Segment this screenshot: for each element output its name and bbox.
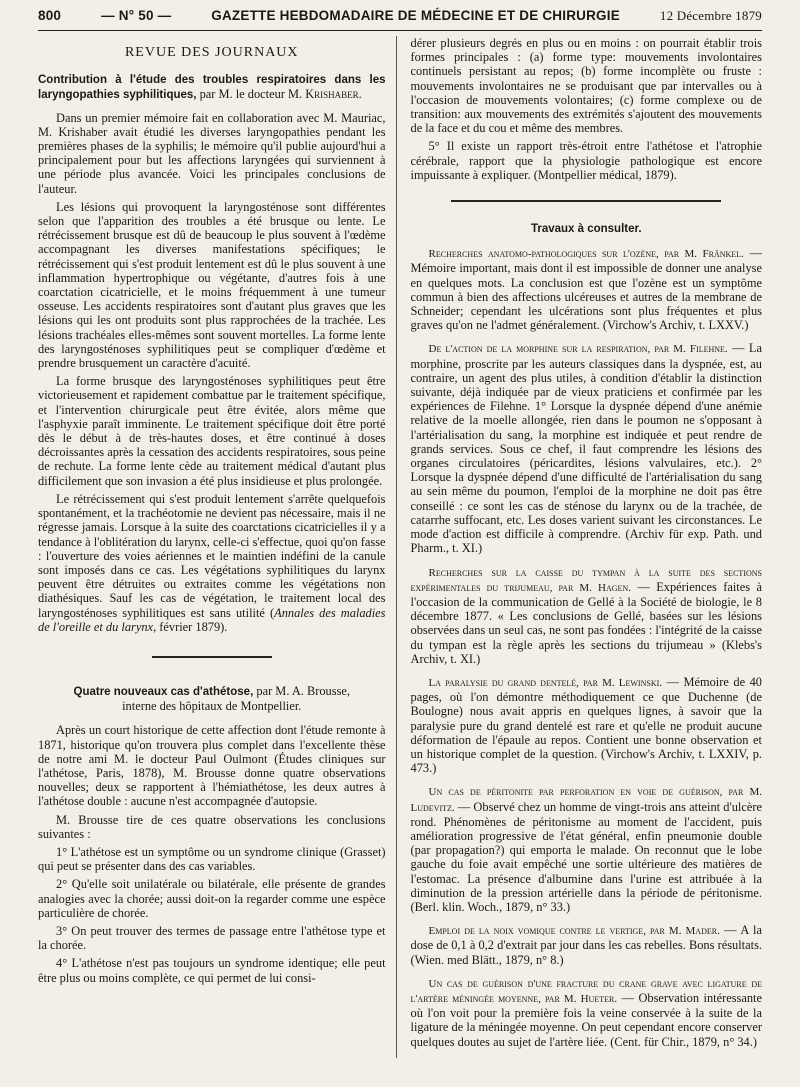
article2-heading — [38, 684, 386, 699]
continuation-paragraph: dérer plusieurs degrés en plus ou en moins : on pourrait établir trois formes principales : (a) forme type: mouvements involontaires continuels persistant au repos; (b) forme incomplète ou fruste : mouvements involontaires ne se produisant que par intervalles ou à l'occasion de mouvements volontaires; (c) forme complexe ou de transition: aux mouvements des extrémités s'ajoutent des mouvements de la face et du cou et même des membres. — [410, 36, 762, 136]
reference-entry — [411, 565, 762, 666]
reference-title: Recherches anatomo-pathologiques sur l'ozène, par M. Fränkel. — [428, 248, 744, 261]
article2-paragraph: 1° L'athétose est un symptôme ou un syndrome clinique (Grasset) qui peut se présenter dans des cas variables. — [38, 844, 386, 874]
article1-title: Contribution à l'étude des troubles respiratoires dans les laryngopathies syphilitiques, — [38, 74, 386, 102]
article1-paragraph: La forme brusque des laryngosténoses syphilitiques peut être victorieusement et rapidement combattue par le traitement spécifique, et l'intervention chirurgicale peut être évitée, alors même que l'asphyxie paraît imminente. Le traitement spécifique doit être porté dès le début à de très-hautes doses, et être continué à doses décroissantes après la cessation des accidents respiratoires, sous peine de rechute. La forme lente cède au traitement médical d'autant plus difficilement que son invasion a été plus insidieuse et plus prolongée. — [38, 374, 386, 488]
page-number: 800 — [38, 8, 62, 23]
reference-title: Un cas de guérison d'une fracture du crane grave avec ligature de l'artère méningée moyenne, par M. Hueter. — [410, 977, 762, 1005]
journal-title: GAZETTE HEBDOMADAIRE DE MÉDECINE ET DE CHIRURGIE — [211, 8, 620, 23]
reference-title: Recherches sur la caisse du tympan à la suite des sections expérimentales du trijumeau, par M. Hagen. — [410, 566, 762, 594]
right-column — [411, 36, 762, 1058]
article1-citation-open: ( — [264, 605, 275, 620]
reference-entry — [411, 341, 762, 555]
article2-title: Quatre nouveaux cas d'athétose, — [73, 685, 254, 698]
subsection-title: Travaux à consulter. — [530, 223, 642, 236]
reference-entry — [411, 784, 762, 914]
article1-paragraph-last — [38, 492, 386, 634]
reference-entry — [411, 923, 762, 967]
left-column — [38, 36, 397, 1058]
reference-title: La paralysie du grand dentelé, par M. Lewinski. — [428, 676, 663, 689]
article2-subline: interne des hôpitaux de Montpellier. — [122, 699, 302, 714]
section-divider — [152, 656, 272, 658]
reference-title: De l'action de la morphine sur la respiration, par M. Filehne. — [428, 343, 728, 356]
article1-paragraph-text: Le rétrécissement qui s'est produit lentement s'arrête quelquefois spontanément, et la trachéotomie ne devient pas nécessaire, mais il ne régresse jamais. Lorsque à la suite des coarctations cicatricielles il y a tendance à l'oblitération du larynx, celle-ci s'effectue, quoi qu'on fasse : l'ouverture des voies aériennes et le maintien indéfini de la canule sont imposés dans ce cas. Les végétations syphilitiques du larynx peuvent être détruites ou extraites comme les végétations non diathésiques. Sauf les cas de végétation, le traitement local des laryngosténoses syphilitiques est sans utilité — [38, 491, 386, 620]
reference-body: — Observation intéressante où l'on voit pour la première fois la veine conservée à la suite de la ligature de la méningée moyenne. On peut cependant encore conserver quelques doutes au sujet de l'artère liée. (Cent. für Chir., 1879, n° 34.) — [410, 990, 762, 1049]
reference-entry — [411, 246, 762, 332]
reference-body: — Mémoire de 40 pages, où l'on démontre méthodiquement ce que Duchenne (de Boulogne) nous avait appris en quelques lignes, à savoir que la paralysie pure du grand dentelé est rare et qu'elle ne produit aucune déformation de l'épaule au repos. Contient une bonne observation et un historique complet de la question. (Virchow's Archiv, t. LXXIV, p. 473.) — [410, 674, 762, 776]
section-divider — [451, 200, 721, 202]
issue-number: — N° 50 — — [101, 8, 172, 23]
article1-citation-close: , février 1879). — [153, 619, 228, 634]
reference-body: — A la dose de 0,1 à 0,2 d'extrait par jour dans les cas rebelles. Bons résultats. (Wien. med Blätt., 1879, n° 8.) — [410, 923, 762, 967]
continuation-paragraph: 5° Il existe un rapport très-étroit entre l'athétose et l'atrophie cérébrale, rapport que la physiologie pathologique est encore impuissante à expliquer. (Montpellier médical, 1879). — [410, 139, 762, 182]
article1-author: M. Krishaber. — [288, 87, 362, 102]
reference-title: Un cas de péritonite par perforation en voie de guérison, par M. Ludevitz. — [410, 786, 762, 814]
article1-citation: Annales des maladies de l'oreille et du larynx — [38, 605, 386, 634]
article2-byline: par M. A. Brousse, — [253, 683, 350, 698]
article2-paragraph: 3° On peut trouver des termes de passage entre l'athétose type et la chorée. — [38, 923, 386, 953]
article1-heading — [38, 72, 386, 102]
issue-date: 12 Décembre 1879 — [659, 8, 762, 23]
reference-body: — La morphine, proscrite par les auteurs classiques dans la dyspnée, est, au contraire, un agent des plus utiles, à condition d'établir la distinction suivante, déjà indiquée par de vieux praticiens et confirmée par les expériences de Filehne. 1° Lorsque la dyspnée dépend d'une anémie relative de la moelle allongée, rien dans le poumon ne s'opposant à l'artérialisation du sang, la morphine est indiquée et peut rendre de grands services. Sous ce chef, il faut comprendre les lésions des organes circulatoires (péricardites, lésions valvulaires, etc.). 2° Lorsque la dyspnée dépend d'une difficulté de l'artérialisation du sang au sein même du poumon, l'emploi de la morphine ne doit pas être conseillé : ce sont les cas de sténose du larynx ou de la trachée, de catarrhe suffocant, etc. Les doses varient suivant les circonstances. Le mode d'action est difficile à comprendre. (Archiv für exp. Path. und Pharm., t. XI.) — [410, 341, 762, 556]
article2-paragraph: 4° L'athétose n'est pas toujours un syndrome identique; elle peut être plus ou moins complète, ce qui permet de lui consi- — [38, 956, 386, 985]
article1-byline: par M. le docteur — [196, 87, 289, 102]
reference-entry — [411, 976, 762, 1049]
running-header — [38, 8, 762, 31]
reference-entry — [411, 675, 762, 775]
section-title: REVUE DES JOURNAUX — [124, 45, 299, 60]
reference-body: — Expériences faites à l'occasion de la communication de Gellé à la Société de biologie, le 8 décembre 1877. « Les conclusions de Gellé, basées sur les lésions observées dans un seul cas, ne sont pas fondées : l'intégrité de la caisse du tympan est la règle après les sections du trijumeau » (Klebs's Archiv, t. XI.) — [410, 579, 762, 666]
article2-paragraph: 2° Qu'elle soit unilatérale ou bilatérale, elle présente de grandes analogies avec la chorée; aussi doit-on la regarder comme une espèce particulière de chorée. — [38, 877, 386, 920]
article1-paragraph: Dans un premier mémoire fait en collaboration avec M. Mauriac, M. Krishaber avait étudié les diverses laryngopathies pendant les premières phases de la syphilis; le mémoire qu'il publie aujourd'hui a principalement pour but les affections laryngées qui surviennent à une période plus avancée. Voici les principales conclusions de l'auteur. — [38, 110, 386, 196]
article2-paragraph: Après un court historique de cette affection dont l'étude remonte à 1871, historique qu'on trouvera plus complet dans l'excellente thèse de notre ami M. le docteur Paul Oulmont (Études cliniques sur l'athétose, Paris, 1878), M. Brousse donne quatre observations nouvelles; deux se rapportent à l'hémiathétose, les deux autres à l'athétose double : aucune n'est accompagnée d'autopsie. — [38, 723, 386, 809]
article1-paragraph: Les lésions qui provoquent la laryngosténose sont différentes selon que l'apparition des troubles a été brusque ou lente. Le rétrécissement brusque est dû de beaucoup le plus souvent à l'œdème accompagnant les diverses manifestations spécifiques; le rétrécissement qui s'est produit lentement est dû le plus souvent à une inflammation hypertrophique ou végétante, d'autres fois à une coarctation cicatricielle, et le moins fréquemment à une tumeur osseuse. Les accidents respiratoires sont d'autant plus graves que les lésions qui les ont produits sont plus rapprochées de la trachée. Les lésions trachéales elles-mêmes sont souvent mortelles. La forme lente des laryngosténoses syphilitiques peut se compliquer d'œdème et prendre brusquement un caractère d'acuité. — [38, 199, 386, 371]
article2-paragraph: M. Brousse tire de ces quatre observations les conclusions suivantes : — [38, 812, 386, 841]
reference-body: — Mémoire important, mais dont il est impossible de donner une analyse en quelques mots. La conclusion est que l'ozène est un symptôme commun à bien des affections ulcéreuses et autres de la membrane de Schneider; cependant les ulcérations sont plus fréquentes et plus graves qu'on ne l'admet généralement. (Virchow's Archiv, t. LXXV.) — [410, 246, 762, 333]
reference-body: — Observé chez un homme de vingt-trois ans atteint d'ulcère rond. Phénomènes de péritonisme au moment de l'accident, puis amélioration progressive de l'état général, enfin pneumonie double (par propagation?) qui emporta le malade. On reconnut que le lobe gauche du foie avait empêché une sortie ultérieure des matières de l'estomac. La présence d'albumine dans l'urine est attribuée à la diminution de la pression artérielle dans la période de péritonisme. (Berl. klin. Woch., 1879, n° 33.) — [410, 799, 762, 914]
reference-title: Emploi de la noix vomique contre le vertige, par M. Mader. — [428, 925, 720, 938]
